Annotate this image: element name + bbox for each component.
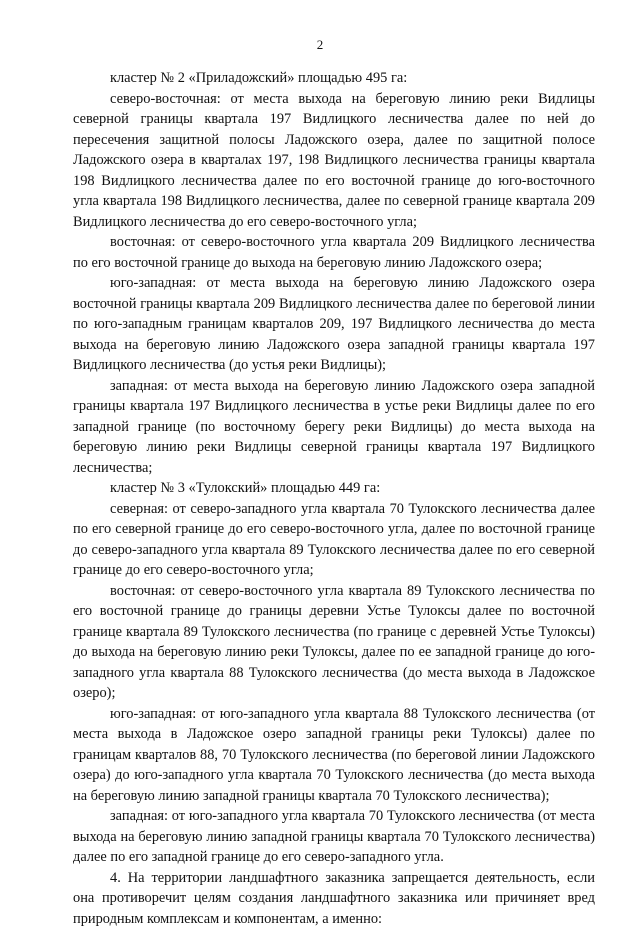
paragraph: восточная: от северо-восточного угла квартала 209 Видлицкого лесничества по его восточной границе до выхода на береговую линию Ладожского озера; [73,232,595,273]
paragraph: западная: от места выхода на береговую линию Ладожского озера западной границы квартала 197 Видлицкого лесничества в устье реки Видлицы далее по его западной границе (по восточному берегу реки Видлицы) до места выхода на береговую линию реки Видлицы северной границы квартала 197 Видлицкого лесничества; [73,376,595,479]
document-body [73,68,595,929]
paragraph: северо-восточная: от места выхода на береговую линию реки Видлицы северной границы квартала 197 Видлицкого лесничества далее по ней до пересечения защитной полосы Ладожского озера, далее по защитной полосе Ладожского озера в кварталах 197, 198 Видлицкого лесничества границы квартала 198 Видлицкого лесничества далее по его восточной границе до юго-восточного угла квартала 198 Видлицкого лесничества, далее по северной границе квартала 209 Видлицкого лесничества до его северо-восточного угла; [73,89,595,233]
paragraph: восточная: от северо-восточного угла квартала 89 Тулокского лесничества по его восточной границе до границы деревни Устье Тулоксы далее по восточной границе квартала 89 Тулокского лесничества (по границе с деревней Устье Тулоксы) до выхода на береговую линию реки Тулоксы, далее по ее западной границе до юго-западного угла квартала 88 Тулокского лесничества (до места выхода в Ладожское озеро); [73,581,595,704]
section-4-paragraph: 4. На территории ландшафтного заказника запрещается деятельность, если она противоречит целям создания ландшафтного заказника или причиняет вред природным комплексам и компонентам, а именно: [73,868,595,929]
paragraph: юго-западная: от юго-западного угла квартала 88 Тулокского лесничества (от места выхода в Ладожское озеро западной границы реки Тулоксы) далее по границам кварталов 88, 70 Тулокского лесничества (по береговой линии Ладожского озера) до юго-западного угла квартала 70 Тулокского лесничества (до места выхода на береговую линию западной границы квартала 70 Тулокского лесничества); [73,704,595,807]
paragraph: юго-западная: от места выхода на береговую линию Ладожского озера восточной границы квартала 209 Видлицкого лесничества далее по береговой линии по юго-западным границам кварталов 209, 197 Видлицкого лесничества до места выхода на береговую линию Ладожского озера западной границы квартала 197 Видлицкого лесничества (до устья реки Видлицы); [73,273,595,376]
paragraph: северная: от северо-западного угла квартала 70 Тулокского лесничества далее по его северной границе до его северо-восточного угла, далее по восточной границе до северо-западного угла квартала 89 Тулокского лесничества далее по его северной границе до его северо-восточного угла; [73,499,595,581]
cluster-3-heading: кластер № 3 «Тулокский» площадью 449 га: [73,478,595,499]
cluster-2-heading: кластер № 2 «Приладожский» площадью 495 га: [73,68,595,89]
page-number: 2 [0,37,640,53]
paragraph: западная: от юго-западного угла квартала 70 Тулокского лесничества (от места выхода на береговую линию западной границы квартала 70 Тулокского лесничества) далее по его западной границе до его северо-западного угла. [73,806,595,868]
